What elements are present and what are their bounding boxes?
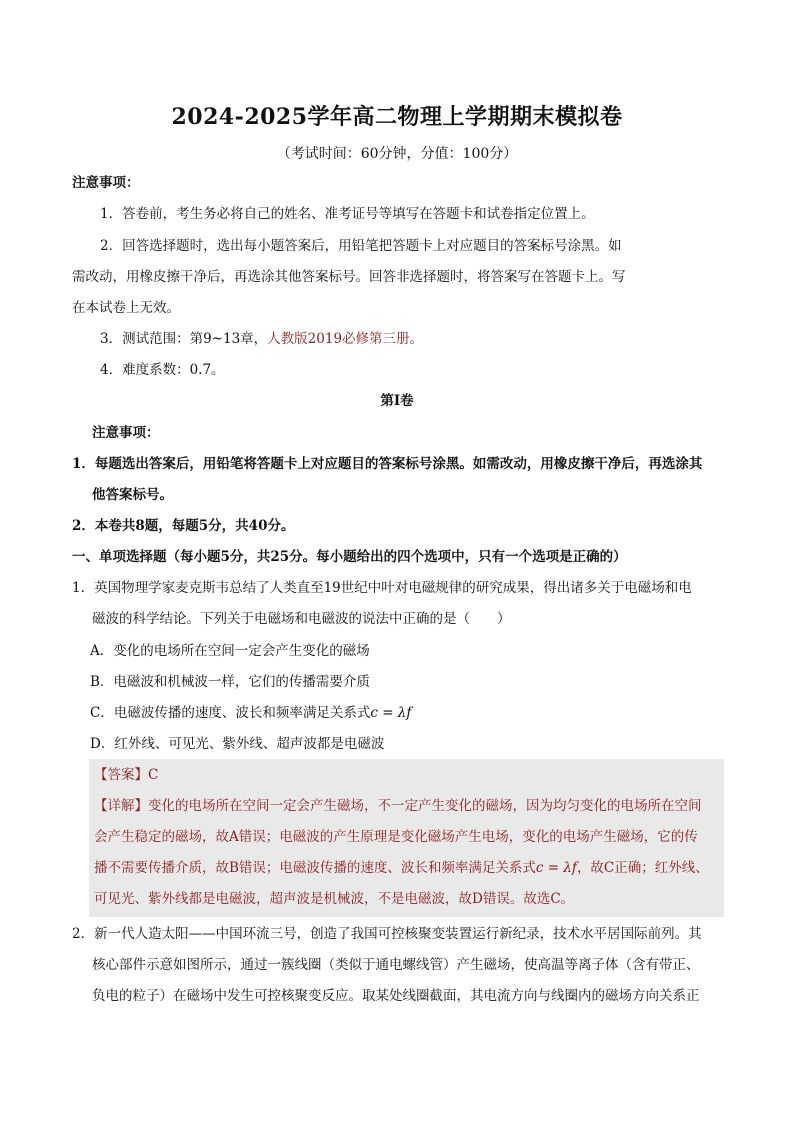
q1-detail-line-3-end: ，故C正确；红外线、 (576, 860, 709, 876)
q1-detail-line-2: 会产生稳定的磁场，故A错误；电磁波的产生原理是变化磁场产生电场，变化的电场产生磁场，它的传 (94, 829, 698, 845)
q1-option-a: A．变化的电场所在空间一定会产生变化的磁场 (90, 643, 370, 659)
notice-item-2-line-2: 需改动，用橡皮擦干净后，再选涂其他答案标号。回答非选择题时，将答案写在答题卡上。写 (72, 269, 626, 285)
q1-option-b: B．电磁波和机械波一样，它们的传播需要介质 (90, 674, 370, 690)
notice-item-3-prefix: 3．测试范围：第9~13章， (100, 331, 268, 347)
q1-detail-line-3 (94, 858, 724, 878)
q1-option-d: D．红外线、可见光、紫外线、超声波都是电磁波 (90, 736, 385, 752)
part-notice-item-2: 2．本卷共8题，每题5分，共40分。 (72, 518, 295, 534)
notice-heading: 注意事项： (72, 175, 140, 191)
notice-item-4: 4．难度系数：0.7。 (100, 362, 225, 378)
part-title: 第Ⅰ卷 (380, 393, 414, 409)
q1-detail-line-1: 【详解】变化的电场所在空间一定会产生磁场，不一定产生变化的磁场，因为均匀变化的电场所在空间 (94, 798, 702, 814)
part-notice-item-1-line-2: 他答案标号。 (92, 487, 173, 503)
notice-item-2-line-1: 2．回答选择题时，选出每小题答案后，用铅笔把答题卡上对应题目的答案标号涂黑。如 (100, 238, 622, 254)
q1-detail-line-3-text: 播不需要传播介质，故B错误；电磁波传播的速度、波长和频率满足关系式 (94, 860, 536, 876)
q1-detail-line-4: 可见光、紫外线都是电磁波，超声波是机械波，不是电磁波，故D错误。故选C。 (94, 891, 575, 907)
notice-item-2-line-3: 在本试卷上无效。 (72, 300, 180, 316)
q1-detail-formula: c = λf (535, 860, 577, 876)
notice-item-3-scope: 人教版2019必修第三册 (267, 331, 410, 347)
q2-stem-line-2: 核心部件示意如图所示，通过一簇线圈（类似于通电螺线管）产生磁场，使高温等离子体（含有带正、 (92, 957, 700, 973)
q2-stem-line-3: 负电的粒子）在磁场中发生可控核聚变反应。取某处线圈截面，其电流方向与线圈内的磁场方向关系正 (92, 988, 700, 1004)
notice-item-1: 1．答卷前，考生务必将自己的姓名、准考证号等填写在答题卡和试卷指定位置上。 (100, 206, 595, 222)
q1-option-c-text: C．电磁波传播的速度、波长和频率满足关系式 (90, 705, 371, 721)
part-notice-heading: 注意事项： (92, 425, 160, 441)
exam-info: （考试时间：60分钟，分值：100分） (276, 146, 518, 162)
section-heading: 一、单项选择题（每小题5分，共25分。每小题给出的四个选项中，只有一个选项是正确的） (72, 549, 627, 565)
q1-stem-line-2: 磁波的科学结论。下列关于电磁场和电磁波的说法中正确的是（ ） (92, 611, 511, 627)
page-title: 2024-2025学年高二物理上学期期末模拟卷 (171, 104, 623, 130)
q2-stem-line-1: 2．新一代人造太阳——中国环流三号，创造了我国可控核聚变装置运行新纪录，技术水平居国际前列。其 (72, 926, 702, 942)
q1-stem-line-1: 1．英国物理学家麦克斯韦总结了人类直至19世纪中叶对电磁规律的研究成果，得出诸多关于电磁场和电 (72, 580, 692, 596)
q1-answer: 【答案】C (94, 767, 159, 783)
notice-item-3-suffix: 。 (409, 331, 424, 347)
part-notice-item-1-line-1: 1．每题选出答案后，用铅笔将答题卡上对应题目的答案标号涂黑。如需改动，用橡皮擦干净后，再选涂其 (72, 456, 703, 472)
notice-item-3 (100, 329, 760, 349)
q1-option-c-formula: c = λf (370, 705, 412, 721)
q1-option-c (90, 703, 750, 723)
